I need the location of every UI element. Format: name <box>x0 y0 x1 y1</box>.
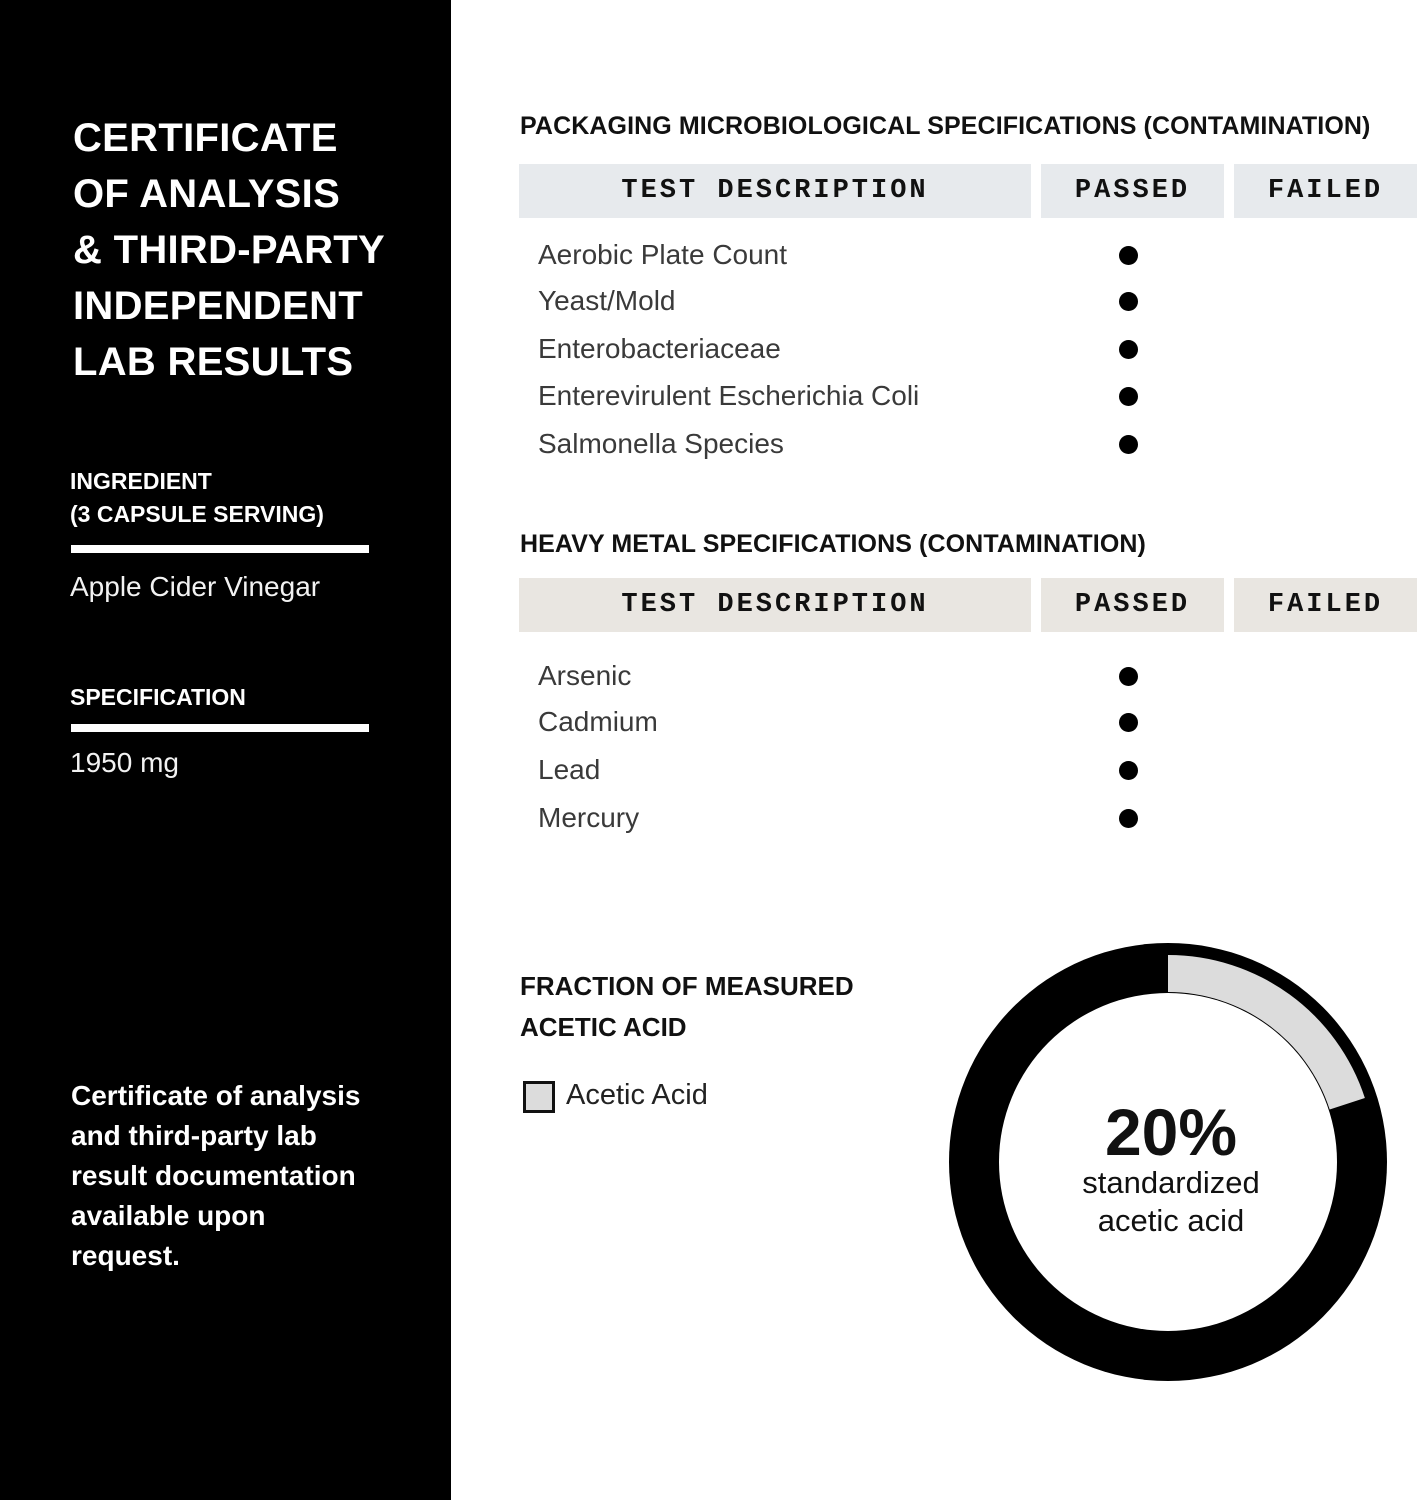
header-failed: FAILED <box>1234 164 1417 218</box>
test-name: Enterobacteriaceae <box>538 333 781 364</box>
header-passed: PASSED <box>1041 578 1224 632</box>
title-line: OF ANALYSIS <box>73 172 341 216</box>
passed-dot-icon <box>1119 761 1138 780</box>
specification-divider <box>71 724 369 732</box>
note-line: result documentation <box>71 1160 356 1191</box>
test-name: Lead <box>538 754 601 785</box>
test-name: Salmonella Species <box>538 428 784 459</box>
table-row <box>538 424 1178 464</box>
page-title <box>73 110 433 390</box>
test-name: Yeast/Mold <box>538 285 676 316</box>
table-row <box>538 702 1178 742</box>
title-line: LAB RESULTS <box>73 340 354 384</box>
specification-value: 1950 mg <box>70 747 179 778</box>
passed-dot-icon <box>1119 246 1138 265</box>
table-row <box>538 329 1178 369</box>
header-failed: FAILED <box>1234 578 1417 632</box>
note-line: Certificate of analysis <box>71 1080 361 1111</box>
ingredient-value: Apple Cider Vinegar <box>70 571 321 602</box>
passed-dot-icon <box>1119 809 1138 828</box>
heavy-metal-title: HEAVY METAL SPECIFICATIONS (CONTAMINATION) <box>520 530 1146 558</box>
test-name: Arsenic <box>538 660 632 691</box>
sidebar <box>0 0 451 1500</box>
table-row <box>538 281 1178 321</box>
test-name: Cadmium <box>538 706 658 737</box>
passed-dot-icon <box>1119 292 1138 311</box>
table-row <box>538 798 1178 838</box>
note-line: and third-party lab <box>71 1120 317 1151</box>
table-row <box>538 656 1178 696</box>
legend-label: Acetic Acid <box>566 1079 708 1111</box>
passed-dot-icon <box>1119 340 1138 359</box>
title-line: & THIRD-PARTY <box>73 228 386 272</box>
ingredient-label-line: INGREDIENT <box>70 468 212 494</box>
passed-dot-icon <box>1119 667 1138 686</box>
fraction-title <box>520 966 854 1048</box>
ingredient-label <box>70 465 324 531</box>
specification-label: SPECIFICATION <box>70 684 246 710</box>
table-row <box>538 235 1178 275</box>
microbiological-title: PACKAGING MICROBIOLOGICAL SPECIFICATIONS (CONTAMINATION) <box>520 112 1371 140</box>
donut-caption-line: standardized <box>1082 1165 1260 1200</box>
title-line: CERTIFICATE <box>73 116 338 160</box>
ingredient-label-line: (3 CAPSULE SERVING) <box>70 501 324 527</box>
title-line: INDEPENDENT <box>73 284 363 328</box>
header-passed: PASSED <box>1041 164 1224 218</box>
fraction-title-line: FRACTION OF MEASURED <box>520 971 854 1001</box>
passed-dot-icon <box>1119 387 1138 406</box>
donut-percent: 20% <box>1104 1095 1238 1169</box>
donut-caption-line: acetic acid <box>1097 1203 1245 1238</box>
ingredient-divider <box>71 545 369 553</box>
documentation-note <box>71 1076 411 1276</box>
test-name: Enterevirulent Escherichia Coli <box>538 380 920 411</box>
legend-swatch <box>523 1081 555 1113</box>
header-test-description: TEST DESCRIPTION <box>519 578 1031 632</box>
passed-dot-icon <box>1119 713 1138 732</box>
test-name: Mercury <box>538 802 640 833</box>
passed-dot-icon <box>1119 435 1138 454</box>
table-row <box>538 750 1178 790</box>
note-line: request. <box>71 1240 180 1271</box>
test-name: Aerobic Plate Count <box>538 239 788 270</box>
note-line: available upon <box>71 1200 266 1231</box>
fraction-title-line: ACETIC ACID <box>520 1012 687 1042</box>
table-row <box>538 376 1178 416</box>
header-test-description: TEST DESCRIPTION <box>519 164 1031 218</box>
